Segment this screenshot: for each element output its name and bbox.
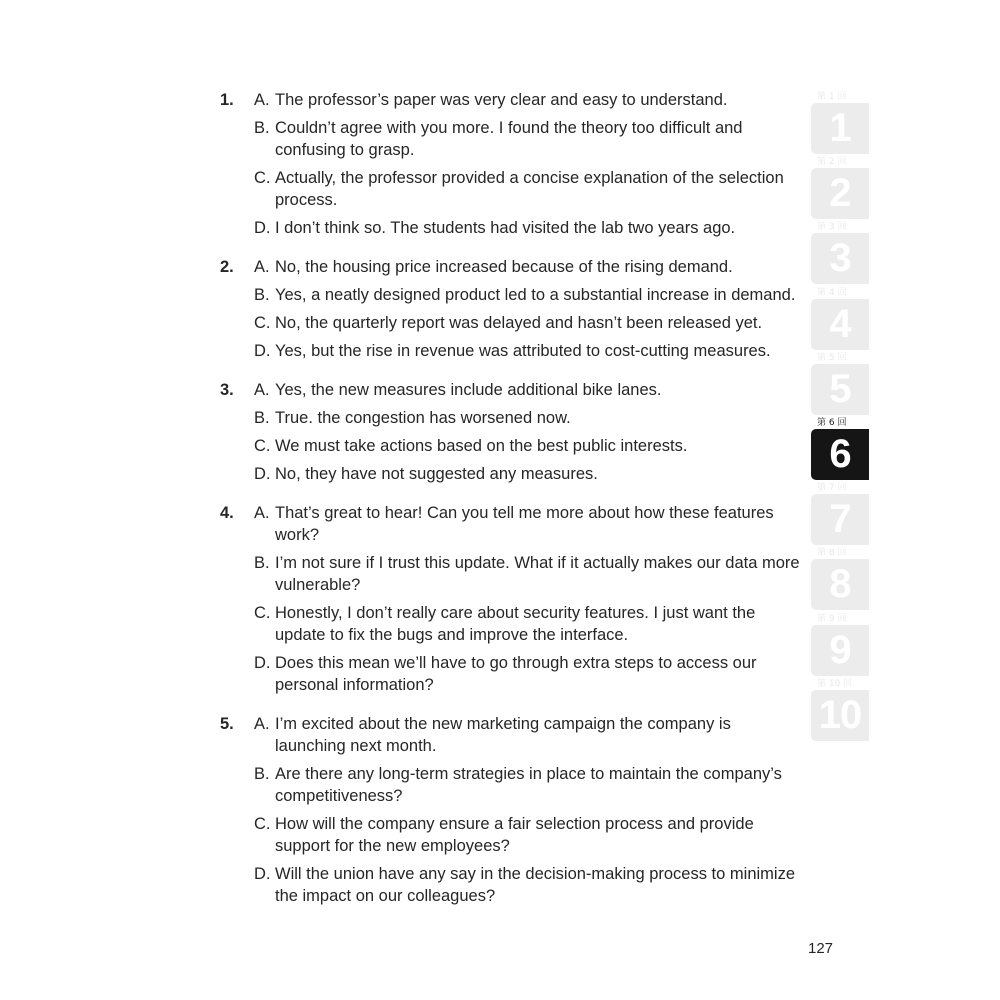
option-b xyxy=(220,763,800,807)
option-d xyxy=(220,340,800,362)
chapter-tab-number: 9 xyxy=(829,627,851,672)
question-list xyxy=(220,89,800,924)
option-text: I don’t think so. The students had visited the lab two years ago. xyxy=(275,219,736,237)
chapter-tab-box xyxy=(811,429,869,480)
option-letter: C. xyxy=(254,314,271,332)
option-a xyxy=(220,89,800,111)
option-text: No, they have not suggested any measures. xyxy=(275,465,598,483)
chapter-tab-10 xyxy=(811,677,869,742)
option-letter: B. xyxy=(254,409,270,427)
option-letter: D. xyxy=(254,865,271,883)
option-b xyxy=(220,407,800,429)
chapter-tab-caption: 第 8 回 xyxy=(817,548,847,559)
chapter-tab-caption: 第 7 回 xyxy=(817,483,847,494)
question-1 xyxy=(220,89,800,239)
option-text: Does this mean we’ll have to go through extra steps to access our personal information? xyxy=(275,654,757,694)
option-c xyxy=(220,602,800,646)
chapter-tab-number: 6 xyxy=(829,431,851,476)
option-text: Will the union have any say in the decision-making process to minimize the impact on our colleagues? xyxy=(275,865,795,905)
chapter-tab-caption: 第 9 回 xyxy=(817,613,847,624)
question-3 xyxy=(220,379,800,485)
option-text: Yes, the new measures include additional bike lanes. xyxy=(275,381,662,399)
option-letter: A. xyxy=(254,504,270,522)
option-a xyxy=(220,256,800,278)
question-5 xyxy=(220,713,800,907)
option-a xyxy=(220,713,800,757)
option-text: No, the quarterly report was delayed and hasn’t been released yet. xyxy=(275,314,763,332)
option-letter: B. xyxy=(254,765,270,783)
chapter-tab-caption: 第 4 回 xyxy=(817,287,847,298)
option-a xyxy=(220,379,800,401)
option-b xyxy=(220,552,800,596)
chapter-tab-number: 10 xyxy=(818,692,862,737)
option-text: Yes, but the rise in revenue was attributed to cost-cutting measures. xyxy=(275,342,771,360)
chapter-tab-number: 1 xyxy=(829,106,851,150)
chapter-tab-caption: 第 1 回 xyxy=(817,92,847,102)
option-text: I’m excited about the new marketing campaign the company is launching next month. xyxy=(275,715,731,755)
chapter-tab-2 xyxy=(811,155,869,220)
option-c xyxy=(220,167,800,211)
option-letter: A. xyxy=(254,381,270,399)
option-text: How will the company ensure a fair selection process and provide support for the new employees? xyxy=(275,815,754,855)
option-text: Honestly, I don’t really care about security features. I just want the update to fix the bugs and improve the interface. xyxy=(275,604,756,644)
chapter-tab-box xyxy=(811,299,869,350)
chapter-tab-box xyxy=(811,364,869,415)
option-letter: A. xyxy=(254,258,270,276)
question-4 xyxy=(220,502,800,696)
option-b xyxy=(220,117,800,161)
option-letter: B. xyxy=(254,554,270,572)
option-text: Actually, the professor provided a concise explanation of the selection process. xyxy=(275,169,784,209)
option-text: Yes, a neatly designed product led to a substantial increase in demand. xyxy=(275,286,796,304)
option-d xyxy=(220,217,800,239)
option-c xyxy=(220,435,800,457)
option-a xyxy=(220,502,800,546)
chapter-tab-number: 5 xyxy=(829,366,851,411)
option-text: That’s great to hear! Can you tell me more about how these features work? xyxy=(275,504,774,544)
chapter-tab-caption: 第 10 回 xyxy=(817,678,853,689)
question-2 xyxy=(220,256,800,362)
option-d xyxy=(220,463,800,485)
option-letter: C. xyxy=(254,437,271,455)
chapter-tab-5 xyxy=(811,351,869,416)
option-letter: C. xyxy=(254,604,271,622)
chapter-tab-box xyxy=(811,559,869,610)
chapter-tab-4 xyxy=(811,286,869,351)
option-text: Couldn’t agree with you more. I found the theory too difficult and confusing to grasp. xyxy=(275,119,743,159)
chapter-tab-caption: 第 3 回 xyxy=(817,222,847,233)
question-number: 5. xyxy=(220,715,234,733)
chapter-tab-box xyxy=(811,494,869,545)
chapter-tab-caption: 第 2 回 xyxy=(817,157,847,168)
page-number: 127 xyxy=(808,940,834,957)
option-letter: A. xyxy=(254,715,270,733)
option-letter: B. xyxy=(254,286,270,304)
chapter-tab-number: 2 xyxy=(829,171,851,216)
question-number: 1. xyxy=(220,91,234,109)
option-text: We must take actions based on the best public interests. xyxy=(275,437,688,455)
chapter-tab-box xyxy=(811,103,869,154)
option-letter: D. xyxy=(254,342,271,360)
option-c xyxy=(220,312,800,334)
option-letter: D. xyxy=(254,465,271,483)
chapter-tab-1 xyxy=(811,90,869,155)
chapter-tab-3 xyxy=(811,220,869,285)
chapter-tabs xyxy=(811,90,869,742)
question-number: 3. xyxy=(220,381,234,399)
option-letter: D. xyxy=(254,654,271,672)
option-letter: D. xyxy=(254,219,271,237)
option-text: The professor’s paper was very clear and easy to understand. xyxy=(275,91,728,109)
chapter-tab-6 xyxy=(811,416,869,481)
option-text: No, the housing price increased because of the rising demand. xyxy=(275,258,733,276)
chapter-tab-caption: 第 5 回 xyxy=(817,352,847,363)
chapter-tab-number: 7 xyxy=(829,497,851,542)
option-text: I’m not sure if I trust this update. What if it actually makes our data more vulnerable? xyxy=(275,554,800,594)
chapter-tab-number: 3 xyxy=(829,236,851,281)
chapter-tab-caption: 第 6 回 xyxy=(817,417,847,428)
chapter-tab-box xyxy=(811,233,869,284)
option-text: Are there any long-term strategies in place to maintain the company’s competitiveness? xyxy=(275,765,782,805)
chapter-tab-9 xyxy=(811,612,869,677)
option-letter: B. xyxy=(254,119,270,137)
question-number: 4. xyxy=(220,504,234,522)
chapter-tab-box xyxy=(811,168,869,219)
option-c xyxy=(220,813,800,857)
option-text: True. the congestion has worsened now. xyxy=(275,409,571,427)
chapter-tab-box xyxy=(811,690,869,741)
chapter-tab-box xyxy=(811,625,869,676)
chapter-tab-number: 4 xyxy=(829,301,851,346)
option-letter: C. xyxy=(254,815,271,833)
option-d xyxy=(220,863,800,907)
option-letter: A. xyxy=(254,91,270,109)
chapter-tab-8 xyxy=(811,546,869,611)
option-d xyxy=(220,652,800,696)
option-b xyxy=(220,284,800,306)
chapter-tab-number: 8 xyxy=(829,562,851,607)
option-letter: C. xyxy=(254,169,271,187)
question-number: 2. xyxy=(220,258,234,276)
chapter-tab-7 xyxy=(811,481,869,546)
